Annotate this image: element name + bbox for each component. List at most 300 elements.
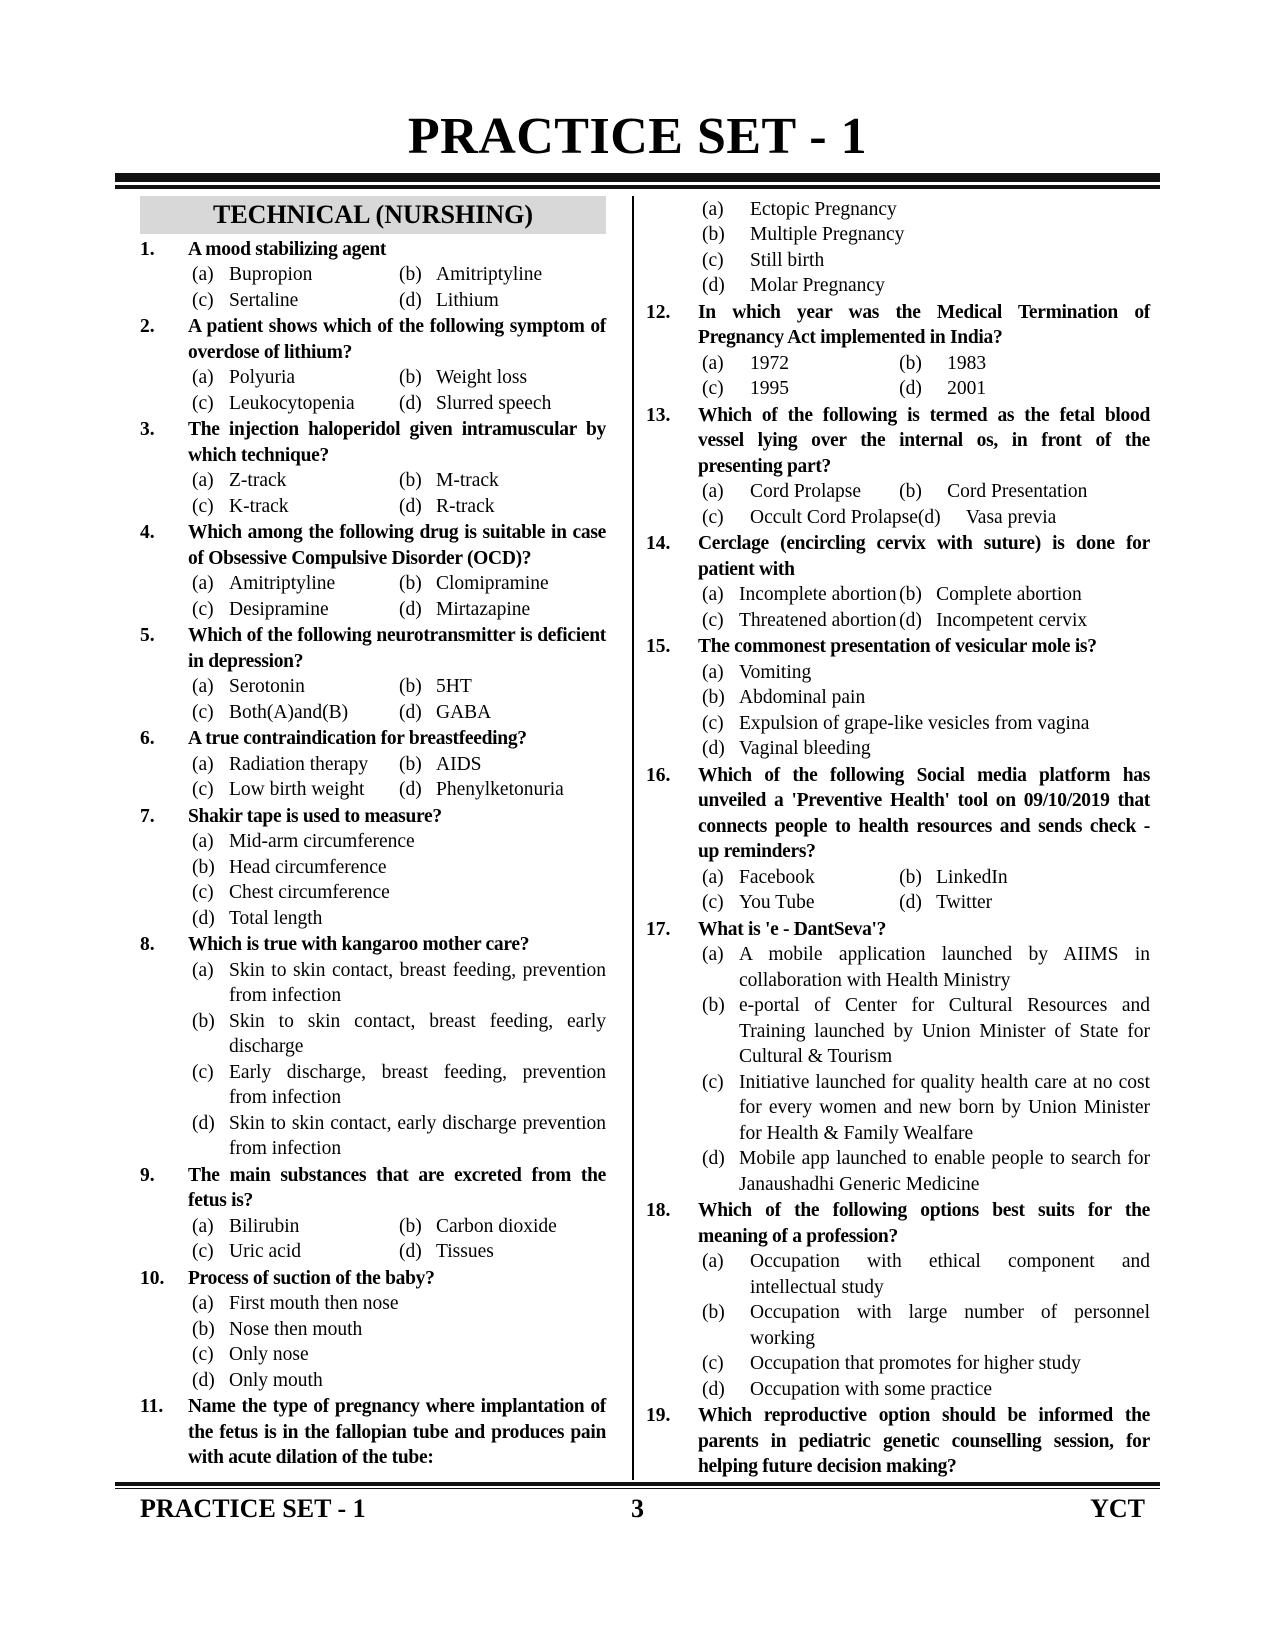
option-row <box>192 571 606 597</box>
options <box>698 1249 1150 1402</box>
options <box>698 351 1150 402</box>
option-text: Both(A)and(B) <box>229 701 349 723</box>
question-number: 6. <box>140 728 155 750</box>
question-head <box>140 623 606 674</box>
question-number: 12. <box>646 301 671 323</box>
option-item <box>192 597 399 623</box>
options <box>188 571 606 622</box>
option-item <box>702 1300 1150 1351</box>
option-text: You Tube <box>739 892 815 914</box>
option-item <box>192 1317 606 1343</box>
option-label: (c) <box>192 882 214 904</box>
option-text: Total length <box>229 907 323 929</box>
option-text: Low birth weight <box>229 779 365 801</box>
question-number: 17. <box>646 918 671 940</box>
option-text: Leukocytopenia <box>229 392 355 414</box>
option-item <box>192 855 606 881</box>
option-label: (d) <box>192 1112 215 1134</box>
option-item <box>702 1249 1150 1300</box>
option-text: Cord Prolapse <box>750 481 862 503</box>
option-text: Vasa previa <box>965 506 1057 528</box>
option-item <box>192 1009 606 1060</box>
option-row <box>702 1300 1150 1351</box>
option-label: (d) <box>899 378 922 400</box>
question-head <box>140 1163 606 1214</box>
option-label: (c) <box>192 598 214 620</box>
option-label: (a) <box>192 264 214 286</box>
option-row <box>192 1368 606 1394</box>
option-item <box>899 376 986 402</box>
question-text: A patient shows which of the following symptom of overdose of lithium? <box>188 316 606 363</box>
option-label: (c) <box>702 1071 724 1093</box>
option-label: (a) <box>702 584 724 606</box>
option-row <box>702 1070 1150 1147</box>
option-row <box>702 1146 1150 1197</box>
option-label: (d) <box>399 701 422 723</box>
option-text: Chest circumference <box>229 882 390 904</box>
option-row <box>192 958 606 1009</box>
option-text: A mobile application launched by AIIMS in collaboration with Health Ministry <box>739 944 1150 991</box>
option-label: (c) <box>192 392 214 414</box>
option-label: (d) <box>899 609 922 631</box>
option-label: (d) <box>917 506 941 528</box>
option-item <box>702 865 899 891</box>
option-text: Radiation therapy <box>229 753 369 775</box>
question-head <box>646 917 1150 943</box>
option-label: (a) <box>192 676 214 698</box>
option-label: (a) <box>192 1293 214 1315</box>
question-head <box>646 1198 1150 1249</box>
option-item <box>702 479 899 505</box>
option-text: Occupation with large number of personnel working <box>750 1302 1150 1349</box>
question-number: 1. <box>140 238 155 260</box>
option-item <box>399 674 472 700</box>
option-row <box>702 479 1150 505</box>
option-label: (a) <box>192 831 214 853</box>
option-row <box>192 468 606 494</box>
option-row <box>702 711 1150 737</box>
option-item <box>399 700 491 726</box>
option-label: (c) <box>702 506 724 528</box>
option-row <box>702 608 1150 634</box>
option-item <box>192 1239 399 1265</box>
option-text: Skin to skin contact, breast feeding, early discharge <box>229 1010 606 1058</box>
option-item <box>702 685 1150 711</box>
option-text: Head circumference <box>229 856 387 878</box>
option-item <box>192 571 399 597</box>
option-text: Facebook <box>739 866 815 888</box>
option-row <box>192 1291 606 1317</box>
option-text: M-track <box>436 470 499 492</box>
options <box>698 582 1150 633</box>
options <box>188 829 606 931</box>
question-block <box>140 1394 606 1471</box>
question-block <box>140 1163 606 1265</box>
option-row <box>192 777 606 803</box>
option-item <box>192 829 606 855</box>
option-text: Mobile app launched to enable people to search for Janaushadhi Generic Medicine <box>739 1148 1150 1195</box>
option-row <box>192 597 606 623</box>
option-text: Carbon dioxide <box>436 1215 557 1237</box>
option-item <box>702 248 1150 274</box>
option-item <box>399 1214 557 1240</box>
option-row <box>192 700 606 726</box>
option-label: (d) <box>702 1378 725 1400</box>
option-item <box>192 958 606 1009</box>
question-block <box>646 763 1150 916</box>
options <box>188 958 606 1162</box>
options <box>188 752 606 803</box>
question-head <box>140 1394 606 1471</box>
option-row <box>702 197 1150 223</box>
question-block <box>646 1198 1150 1402</box>
question-number: 7. <box>140 805 155 827</box>
footer-publisher-label: YCT <box>1090 1494 1145 1524</box>
option-row <box>192 1239 606 1265</box>
option-label: (c) <box>192 289 214 311</box>
option-row <box>702 351 1150 377</box>
question-block <box>646 300 1150 402</box>
question-block <box>140 804 606 932</box>
question-block <box>646 403 1150 531</box>
option-item <box>918 505 1056 531</box>
question-head <box>646 1403 1150 1480</box>
option-text: Phenylketonuria <box>436 779 564 801</box>
option-item <box>899 351 986 377</box>
option-text: Twitter <box>936 892 993 914</box>
option-text: Molar Pregnancy <box>750 275 885 297</box>
option-text: Bilirubin <box>229 1215 300 1237</box>
option-item <box>702 942 1150 993</box>
option-row <box>702 273 1150 299</box>
option-row <box>702 376 1150 402</box>
option-item <box>399 777 564 803</box>
title-rule <box>115 173 1160 189</box>
options <box>698 942 1150 1197</box>
question-head <box>140 726 606 752</box>
option-label: (c) <box>192 779 214 801</box>
option-row <box>702 582 1150 608</box>
option-row <box>702 890 1150 916</box>
question-list-left <box>140 237 606 1471</box>
question-number: 9. <box>140 1164 155 1186</box>
question-text: Which of the following is termed as the fetal blood vessel lying over the internal os, in front of the presenting part? <box>698 404 1150 477</box>
options <box>188 1214 606 1265</box>
option-label: (b) <box>399 573 422 595</box>
option-item <box>192 1342 606 1368</box>
question-text: Cerclage (encircling cervix with suture) is done for patient with <box>698 533 1150 580</box>
question-block <box>646 531 1150 633</box>
question-head <box>646 763 1150 865</box>
option-item <box>702 1377 1150 1403</box>
question-number: 16. <box>646 764 671 786</box>
option-text: Polyuria <box>229 367 296 389</box>
question-text: Shakir tape is used to measure? <box>188 805 442 827</box>
question-head <box>140 314 606 365</box>
option-label: (a) <box>702 661 724 683</box>
option-row <box>192 1342 606 1368</box>
option-text: Amitriptyline <box>229 573 336 595</box>
question-head <box>140 417 606 468</box>
question-block <box>646 917 1150 1198</box>
question-text: What is 'e - DantSeva'? <box>698 918 887 940</box>
options <box>188 1291 606 1393</box>
option-text: Ectopic Pregnancy <box>750 198 897 220</box>
option-item <box>192 906 606 932</box>
question-number: 10. <box>140 1267 165 1289</box>
question-block <box>140 417 606 519</box>
option-text: Cord Presentation <box>947 481 1088 503</box>
option-text: Abdominal pain <box>739 687 866 709</box>
question-text: Which among the following drug is suitable in case of Obsessive Compulsive Disorder (OCD)? <box>188 522 606 569</box>
option-text: Clomipramine <box>436 573 549 595</box>
option-item <box>192 752 399 778</box>
question-block <box>140 314 606 416</box>
option-text: 5HT <box>436 676 472 698</box>
option-label: (a) <box>192 573 214 595</box>
option-text: Initiative launched for quality health care at no cost for every women and new born by Union Minister for Health & Family Wealfare <box>739 1071 1150 1144</box>
option-item <box>192 288 399 314</box>
option-label: (a) <box>192 1215 214 1237</box>
title-rule-thick-bar <box>115 173 1160 182</box>
question-number: 4. <box>140 522 155 544</box>
option-item <box>702 273 1150 299</box>
option-label: (a) <box>702 944 724 966</box>
question-text: In which year was the Medical Termination of Pregnancy Act implemented in India? <box>698 301 1150 349</box>
option-text: Only nose <box>229 1344 309 1366</box>
option-text: Still birth <box>750 249 825 271</box>
options <box>698 197 1150 299</box>
option-label: (c) <box>192 495 214 517</box>
column-divider <box>632 196 634 1480</box>
option-label: (b) <box>399 753 422 775</box>
option-label: (c) <box>702 712 724 734</box>
option-item <box>399 752 482 778</box>
question-text: Which is true with kangaroo mother care? <box>188 934 530 956</box>
option-label: (c) <box>192 1061 214 1083</box>
question-block <box>140 726 606 803</box>
option-row <box>192 880 606 906</box>
option-row <box>192 1009 606 1060</box>
option-label: (a) <box>702 198 724 220</box>
option-item <box>702 711 1150 737</box>
option-label: (c) <box>702 609 724 631</box>
question-head <box>646 634 1150 660</box>
option-item <box>399 262 542 288</box>
question-text: A mood stabilizing agent <box>188 238 387 260</box>
option-row <box>192 906 606 932</box>
question-text: The main substances that are excreted from the fetus is? <box>188 1164 606 1212</box>
option-item <box>702 505 918 531</box>
option-label: (a) <box>702 352 724 374</box>
question-head <box>646 531 1150 582</box>
option-label: (b) <box>702 224 725 246</box>
question-text: Which of the following neurotransmitter is deficient in depression? <box>188 625 606 672</box>
option-row <box>192 674 606 700</box>
option-row <box>192 1214 606 1240</box>
question-number: 19. <box>646 1405 671 1427</box>
option-item <box>702 608 899 634</box>
option-row <box>192 752 606 778</box>
option-text: Incomplete abortion <box>739 584 897 606</box>
option-text: GABA <box>436 701 492 723</box>
option-row <box>192 494 606 520</box>
option-label: (d) <box>399 495 422 517</box>
option-row <box>192 391 606 417</box>
option-text: Bupropion <box>229 264 313 286</box>
option-text: Slurred speech <box>436 392 552 414</box>
option-text: Threatened abortion <box>739 609 897 631</box>
option-item <box>702 376 899 402</box>
option-item <box>702 1146 1150 1197</box>
option-item <box>192 365 399 391</box>
option-label: (b) <box>899 866 922 888</box>
option-row <box>702 1377 1150 1403</box>
option-text: AIDS <box>436 753 482 775</box>
question-number: 2. <box>140 316 155 338</box>
option-text: Expulsion of grape-like vesicles from vagina <box>739 712 1090 734</box>
option-label: (c) <box>702 249 724 271</box>
question-number: 5. <box>140 625 155 647</box>
option-row <box>702 222 1150 248</box>
option-item <box>702 1351 1150 1377</box>
question-number: 13. <box>646 404 671 426</box>
option-item <box>399 1239 494 1265</box>
option-item <box>192 494 399 520</box>
option-text: Skin to skin contact, early discharge prevention from infection <box>229 1112 606 1160</box>
question-text: Which of the following options best suits for the meaning of a profession? <box>698 1200 1150 1247</box>
option-item <box>192 1291 606 1317</box>
option-text: First mouth then nose <box>229 1293 399 1315</box>
footer-rule <box>115 1482 1160 1490</box>
option-label: (b) <box>399 676 422 698</box>
option-text: Uric acid <box>229 1241 302 1263</box>
option-label: (b) <box>399 264 422 286</box>
option-text: Mirtazapine <box>436 598 531 620</box>
option-row <box>702 865 1150 891</box>
question-head <box>140 1266 606 1292</box>
question-list-right <box>646 197 1150 1480</box>
option-text: Sertaline <box>229 289 299 311</box>
option-row <box>702 942 1150 993</box>
option-item <box>192 1368 606 1394</box>
option-text: K-track <box>229 495 289 517</box>
option-label: (a) <box>192 367 214 389</box>
question-block <box>140 520 606 622</box>
option-label: (b) <box>192 1010 215 1032</box>
option-row <box>702 1249 1150 1300</box>
option-item <box>702 197 1150 223</box>
option-item <box>702 582 899 608</box>
option-row <box>702 993 1150 1070</box>
option-label: (b) <box>192 856 215 878</box>
option-label: (b) <box>702 1302 725 1324</box>
option-row <box>192 1111 606 1162</box>
question-head <box>646 403 1150 480</box>
options <box>188 365 606 416</box>
option-text: Mid-arm circumference <box>229 831 415 853</box>
questions-column-left <box>140 196 606 1480</box>
option-item <box>399 597 530 623</box>
page-title: PRACTICE SET - 1 <box>407 108 868 165</box>
option-text: 1983 <box>947 352 987 374</box>
section-header: TECHNICAL (NURSHING) <box>140 196 606 234</box>
footer-page-number: 3 <box>631 1494 644 1524</box>
option-text: Weight loss <box>436 367 528 389</box>
option-item <box>192 777 399 803</box>
option-row <box>192 1060 606 1111</box>
option-item <box>702 736 1150 762</box>
question-block <box>140 1266 606 1394</box>
option-row <box>702 660 1150 686</box>
option-label: (d) <box>702 275 725 297</box>
option-text: Skin to skin contact, breast feeding, prevention from infection <box>229 959 606 1007</box>
option-text: LinkedIn <box>936 866 1008 888</box>
option-label: (b) <box>399 367 422 389</box>
question-block <box>646 634 1150 762</box>
option-row <box>192 262 606 288</box>
question-number: 14. <box>646 533 671 555</box>
option-item <box>702 660 1150 686</box>
option-label: (c) <box>192 1344 214 1366</box>
question-head <box>140 520 606 571</box>
option-text: Occupation with some practice <box>750 1378 993 1400</box>
option-text: Serotonin <box>229 676 305 698</box>
option-text: e-portal of Center for Cultural Resources and Training launched by Union Minister of State for Cultural & Tourism <box>739 995 1150 1068</box>
options <box>698 865 1150 916</box>
option-label: (d) <box>399 1241 422 1263</box>
option-item <box>399 571 549 597</box>
question-text: Which reproductive option should be informed the parents in pediatric genetic counselling session, for helping future decision making? <box>698 1405 1150 1478</box>
option-text: R-track <box>436 495 495 517</box>
option-item <box>899 582 1082 608</box>
option-text: Z-track <box>229 470 287 492</box>
option-text: Vaginal bleeding <box>739 738 871 760</box>
options <box>698 479 1150 530</box>
option-row <box>702 248 1150 274</box>
question-text: Name the type of pregnancy where implantation of the fetus is in the fallopian tube and produces pain with acute dilation of the tube: <box>188 1396 606 1469</box>
option-item <box>192 1111 606 1162</box>
option-row <box>702 505 1150 531</box>
option-item <box>192 1060 606 1111</box>
option-row <box>702 736 1150 762</box>
question-paper-body <box>140 189 1150 1480</box>
question-head <box>646 300 1150 351</box>
option-item <box>899 479 1087 505</box>
option-label: (c) <box>702 892 724 914</box>
question-head <box>140 932 606 958</box>
question-block <box>140 932 606 1162</box>
option-item <box>192 674 399 700</box>
option-text: 1995 <box>750 378 789 400</box>
option-text: Multiple Pregnancy <box>750 224 905 246</box>
option-label: (c) <box>702 1353 724 1375</box>
option-item <box>192 391 399 417</box>
option-item <box>192 880 606 906</box>
option-text: Amitriptyline <box>436 264 543 286</box>
option-text: Lithium <box>436 289 499 311</box>
option-label: (a) <box>702 866 724 888</box>
question-block <box>140 623 606 725</box>
question-block <box>646 197 1150 299</box>
option-row <box>702 685 1150 711</box>
question-number: 11. <box>140 1396 164 1418</box>
option-item <box>899 865 1007 891</box>
option-item <box>899 608 1087 634</box>
option-text: 2001 <box>947 378 987 400</box>
option-label: (c) <box>192 1241 214 1263</box>
option-text: Tissues <box>436 1241 494 1263</box>
